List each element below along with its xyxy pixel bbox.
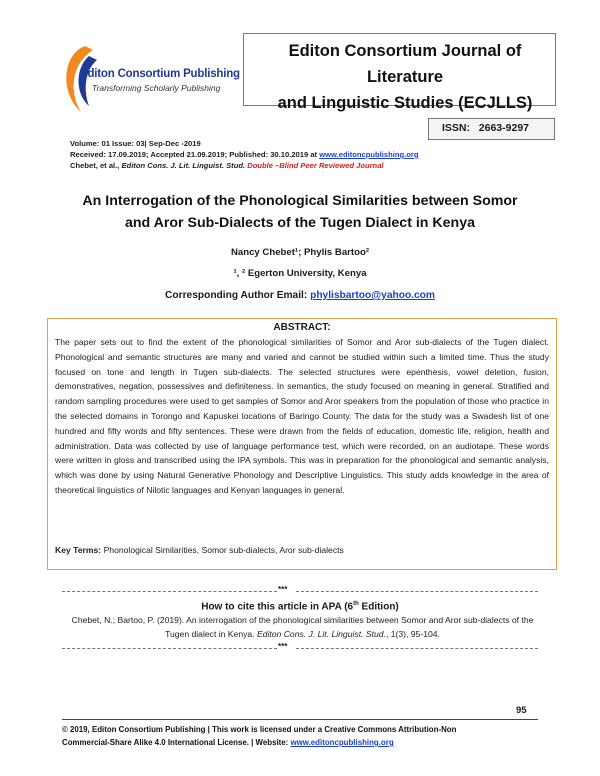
article-title-line-2: and Aror Sub-Dialects of the Tugen Dialect in Kenya (124, 215, 475, 231)
cite-heading (0, 601, 600, 612)
cite-heading-sup: th (353, 601, 359, 607)
logo-name: Editon Consortium Publishing (80, 68, 240, 80)
corresponding-email-link[interactable]: phylisbartoo@yahoo.com (310, 290, 435, 301)
cite-text-journal: Editon Cons. J. Lit. Linguist. Stud. (256, 629, 386, 639)
divider-rule-left-bottom (62, 648, 277, 649)
key-terms (55, 545, 344, 555)
journal-title (255, 38, 555, 116)
journal-title-line-1: Editon Consortium Journal of Literature (288, 42, 522, 86)
divider-rule-right-bottom (296, 648, 538, 649)
authors: Nancy Chebet¹; Phylis Bartoo² (230, 247, 370, 258)
article-title (40, 190, 560, 234)
issn-label: ISSN: (442, 122, 471, 134)
key-terms-list: Phonological Similarities, Somor sub-dialects, Aror sub-dialects (103, 545, 344, 555)
cite-text-main: Chebet, N.; Bartoo, P. (2019). An interrogation of the phonological similarities between Somor and Aror sub-dialects of the Tugen dialect in Kenya. (71, 615, 534, 639)
short-citation-line (70, 161, 384, 170)
divider-rule-left-top (62, 591, 277, 592)
peer-review-note: Double –Blind Peer Reviewed Journal (247, 161, 384, 170)
page-number: 95 (516, 705, 527, 716)
short-citation-journal: Editon Cons. J. Lit. Linguist. Stud. (121, 161, 246, 170)
logo-swoosh-blue (79, 56, 98, 106)
divider-stars-top: *** (278, 585, 288, 594)
affiliation: ¹, ² Egerton University, Kenya (233, 268, 367, 279)
logo-tagline: Transforming Scholarly Publishing (92, 83, 221, 93)
dates-website-link[interactable]: www.editoncpublishing.org (319, 150, 419, 159)
abstract-heading: ABSTRACT: (273, 322, 331, 333)
corresponding-label: Corresponding Author Email: (165, 290, 311, 301)
volume-issue: Volume: 01 Issue: 03| Sep-Dec -2019 (70, 139, 201, 148)
dates-text: Received: 17.09.2019; Accepted 21.09.2019; Published: 30.10.2019 at (70, 150, 320, 159)
cite-heading-prefix: How to cite this article in APA (6 (201, 601, 354, 613)
footer-license-line-2 (62, 736, 538, 749)
footer-license-text: Commercial-Share Alike 4.0 International License. | Website: (62, 738, 291, 747)
issn-value: 2663-9297 (478, 122, 529, 134)
footer-rule (62, 719, 538, 720)
issn (442, 122, 529, 134)
article-title-line-1: An Interrogation of the Phonological Similarities between Somor (82, 193, 518, 209)
abstract-text: The paper sets out to find the extent of the phonological similarities of Somor and Aror sub-dialects of the Tugen dialect. Phonological and semantic structures are many and varied and cannot be studied within such a limited time. Thus the study focused on tone and length in Tugen sub-dialects. The selected structures were epenthesis, vowel deletion, fusion, demonstratives, negation, possessives and definiteness. In semantics, the study focused on meaning in general. Stratified and random sampling procedures were used to get samples of Somor and Aror speakers from the population of those who practice in the selected domains in Torongo and Kapuskei locations of Baringo County. The data for the study was a Swadesh list of one hundred and fifty words and fifty sentences. These were drawn from the fields of education, domestic life, religion, health and administration. Data was collected by use of language performance test, which were recorded, on an audiotape. These words were written in gloss and transcribed using the IPA symbols. This was in preparation for the phonological and semantic analysis, which was done by using Natural Generative Phonology and Descriptive Linguistics. This study adds knowledge in the area of theoretical linguistics of Nilotic languages and Kenyan languages in general. (55, 337, 549, 495)
footer-license-line-1: © 2019, Editon Consortium Publishing | This work is licensed under a Creative Commons Attribution-Non (62, 725, 457, 734)
cite-heading-suffix: Edition) (358, 601, 399, 613)
key-terms-label: Key Terms: (55, 545, 104, 555)
divider-stars-bottom: *** (278, 642, 288, 651)
dates-line (70, 150, 418, 159)
divider-rule-right-top (296, 591, 538, 592)
cite-text (70, 613, 535, 641)
footer (62, 723, 538, 749)
cite-text-volume: , 1(3), 95-104. (385, 629, 440, 639)
short-citation-authors: Chebet, et al., (70, 161, 122, 170)
corresponding-author (0, 290, 600, 301)
journal-title-line-2: and Linguistic Studies (ECJLLS) (277, 94, 533, 112)
footer-website-link[interactable]: www.editoncpublishing.org (290, 738, 394, 747)
publisher-logo (55, 40, 225, 120)
